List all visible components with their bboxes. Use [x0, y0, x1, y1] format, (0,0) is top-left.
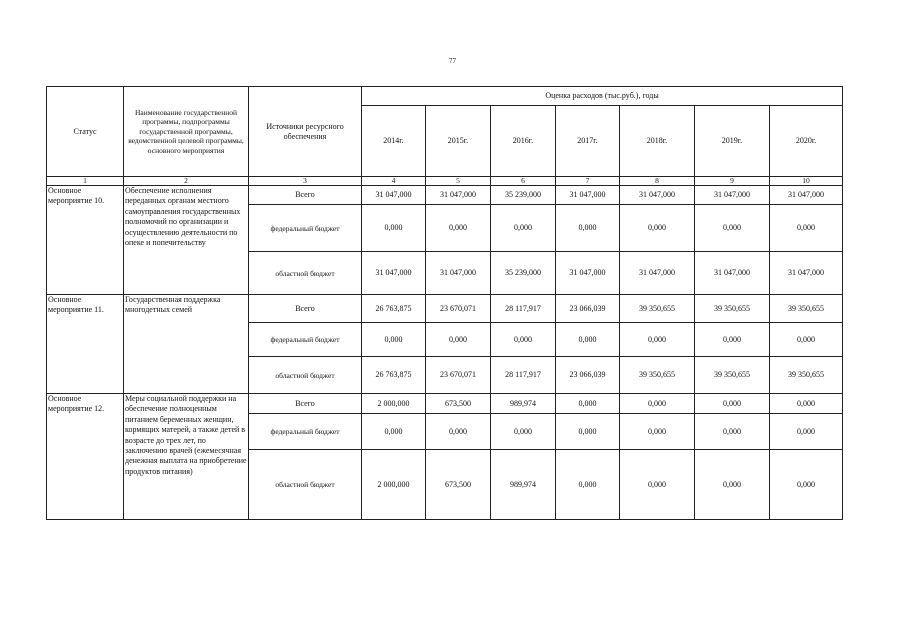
header-year: 2018г.: [620, 106, 695, 177]
source-label: федеральный бюджет: [249, 323, 362, 357]
column-number: 7: [556, 177, 620, 186]
value-cell: 0,000: [491, 414, 556, 450]
value-cell: 673,500: [426, 450, 491, 520]
column-number: 8: [620, 177, 695, 186]
header-year: 2014г.: [362, 106, 426, 177]
source-label: областной бюджет: [249, 450, 362, 520]
source-label: Всего: [249, 295, 362, 323]
value-cell: 23 066,039: [556, 357, 620, 394]
table-row: [47, 186, 843, 205]
value-cell: 0,000: [426, 414, 491, 450]
header-status: Статус: [47, 87, 124, 177]
value-cell: 39 350,655: [620, 357, 695, 394]
value-cell: 0,000: [556, 205, 620, 252]
value-cell: 23 066,039: [556, 295, 620, 323]
header-year: 2015г.: [426, 106, 491, 177]
value-cell: 0,000: [695, 414, 770, 450]
column-number-row: [47, 177, 843, 186]
header-estimate: Оценка расходов (тыс.руб.), годы: [362, 87, 843, 106]
value-cell: 23 670,071: [426, 295, 491, 323]
value-cell: 0,000: [556, 450, 620, 520]
source-label: Всего: [249, 394, 362, 414]
column-number: 3: [249, 177, 362, 186]
column-number: 9: [695, 177, 770, 186]
value-cell: 0,000: [620, 414, 695, 450]
column-number: 4: [362, 177, 426, 186]
value-cell: 28 117,917: [491, 295, 556, 323]
value-cell: 39 350,655: [695, 295, 770, 323]
value-cell: 23 670,071: [426, 357, 491, 394]
value-cell: 31 047,000: [770, 252, 843, 295]
column-number: 10: [770, 177, 843, 186]
source-label: областной бюджет: [249, 357, 362, 394]
table-row: [47, 295, 843, 323]
value-cell: 0,000: [491, 205, 556, 252]
value-cell: 35 239,000: [491, 252, 556, 295]
header-year: 2020г.: [770, 106, 843, 177]
value-cell: 39 350,655: [695, 357, 770, 394]
row-name: Государственная поддержка многодетных семей: [124, 295, 249, 394]
value-cell: 989,974: [491, 394, 556, 414]
value-cell: 31 047,000: [695, 186, 770, 205]
value-cell: 31 047,000: [620, 252, 695, 295]
value-cell: 31 047,000: [362, 186, 426, 205]
source-label: федеральный бюджет: [249, 414, 362, 450]
value-cell: 0,000: [695, 450, 770, 520]
value-cell: 0,000: [426, 323, 491, 357]
value-cell: 673,500: [426, 394, 491, 414]
value-cell: 2 000,000: [362, 450, 426, 520]
column-number: 5: [426, 177, 491, 186]
page-number: 77: [449, 57, 456, 65]
budget-table: [46, 86, 843, 520]
value-cell: 31 047,000: [695, 252, 770, 295]
value-cell: 35 239,000: [491, 186, 556, 205]
column-number: 2: [124, 177, 249, 186]
header-name: Наименование государственной программы, подпрограммы государственной программы, ведомственной целевой программы, основного мероприятия: [124, 87, 249, 177]
value-cell: 39 350,655: [770, 295, 843, 323]
value-cell: 989,974: [491, 450, 556, 520]
row-status: Основное мероприятие 10.: [47, 186, 124, 295]
value-cell: 0,000: [362, 414, 426, 450]
value-cell: 0,000: [770, 205, 843, 252]
source-label: федеральный бюджет: [249, 205, 362, 252]
value-cell: 31 047,000: [426, 252, 491, 295]
table-row: [47, 394, 843, 414]
value-cell: 0,000: [556, 414, 620, 450]
value-cell: 0,000: [695, 394, 770, 414]
value-cell: 0,000: [362, 205, 426, 252]
value-cell: 0,000: [426, 205, 491, 252]
header-year: 2019г.: [695, 106, 770, 177]
row-status: Основное мероприятие 12.: [47, 394, 124, 520]
value-cell: 31 047,000: [556, 252, 620, 295]
column-number: 1: [47, 177, 124, 186]
value-cell: 0,000: [620, 394, 695, 414]
row-name: Обеспечение исполнения переданных органам местного самоуправления государственных полномочий по организации и осуществлению деятельности по опеке и попечительству: [124, 186, 249, 295]
column-number: 6: [491, 177, 556, 186]
value-cell: 0,000: [770, 414, 843, 450]
value-cell: 31 047,000: [362, 252, 426, 295]
value-cell: 2 000,000: [362, 394, 426, 414]
value-cell: 31 047,000: [556, 186, 620, 205]
value-cell: 39 350,655: [620, 295, 695, 323]
value-cell: 0,000: [620, 450, 695, 520]
value-cell: 26 763,875: [362, 357, 426, 394]
source-label: областной бюджет: [249, 252, 362, 295]
value-cell: 0,000: [362, 323, 426, 357]
value-cell: 0,000: [620, 323, 695, 357]
header-year: 2016г.: [491, 106, 556, 177]
source-label: Всего: [249, 186, 362, 205]
value-cell: 0,000: [770, 323, 843, 357]
row-status: Основное мероприятие 11.: [47, 295, 124, 394]
value-cell: 0,000: [556, 394, 620, 414]
value-cell: 0,000: [491, 323, 556, 357]
header-year: 2017г.: [556, 106, 620, 177]
value-cell: 31 047,000: [426, 186, 491, 205]
header-source: Источники ресурсного обеспечения: [249, 87, 362, 177]
value-cell: 0,000: [556, 323, 620, 357]
value-cell: 26 763,875: [362, 295, 426, 323]
value-cell: 0,000: [770, 450, 843, 520]
value-cell: 0,000: [620, 205, 695, 252]
value-cell: 39 350,655: [770, 357, 843, 394]
value-cell: 0,000: [695, 205, 770, 252]
value-cell: 28 117,917: [491, 357, 556, 394]
value-cell: 31 047,000: [770, 186, 843, 205]
value-cell: 31 047,000: [620, 186, 695, 205]
value-cell: 0,000: [695, 323, 770, 357]
row-name: Меры социальной поддержки на обеспечение полноценным питанием беременных женщин, кормящих матерей, а также детей в возрасте до трех лет, по заключению врачей (ежемесячная денежная выплата на приобретение продуктов питания): [124, 394, 249, 520]
value-cell: 0,000: [770, 394, 843, 414]
